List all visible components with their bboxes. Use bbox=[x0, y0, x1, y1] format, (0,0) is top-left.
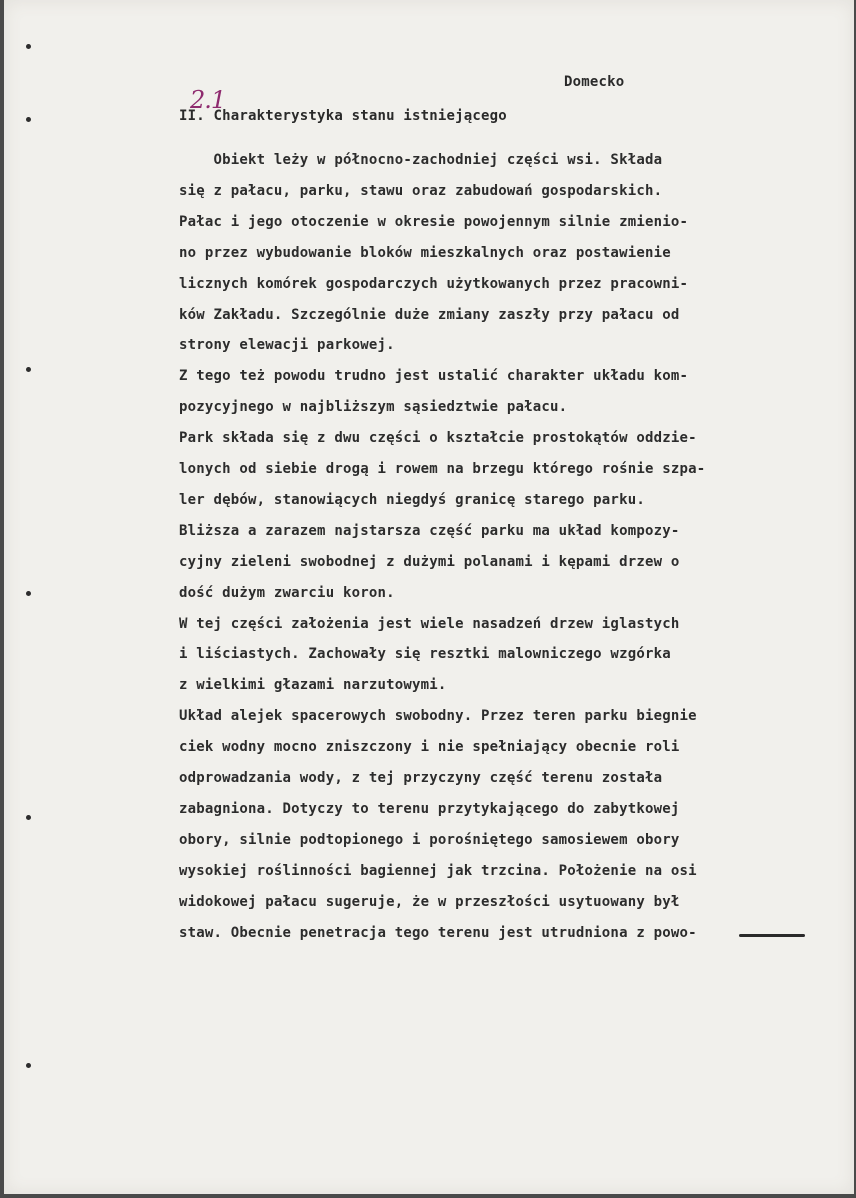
text-line: licznych komórek gospodarczych użytkowanych przez pracowni- bbox=[179, 275, 689, 292]
document-page bbox=[4, 0, 854, 1194]
text-line: się z pałacu, parku, stawu oraz zabudowań gospodarskich. bbox=[179, 182, 663, 199]
text-line: z wielkimi głazami narzutowymi. bbox=[179, 677, 447, 694]
text-line: cyjny zieleni swobodnej z dużymi polanami i kępami drzew o bbox=[179, 553, 680, 570]
punch-hole bbox=[26, 591, 31, 596]
text-line: dość dużym zwarciu koron. bbox=[179, 584, 395, 601]
text-line: Obiekt leży w północno-zachodniej części wsi. Składa bbox=[179, 152, 663, 168]
text-line: obory, silnie podtopionego i porośniętego samosiewem obory bbox=[179, 831, 680, 848]
punch-hole bbox=[26, 815, 31, 820]
text-line: Z tego też powodu trudno jest ustalić charakter układu kom- bbox=[179, 368, 689, 385]
text-line: wysokiej roślinności bagiennej jak trzcina. Położenie na osi bbox=[179, 862, 697, 879]
text-line: staw. Obecnie penetracja tego terenu jest utrudniona z powo- bbox=[179, 924, 697, 941]
punch-hole bbox=[26, 367, 31, 372]
text-line: Pałac i jego otoczenie w okresie powojennym silnie zmienio- bbox=[179, 213, 689, 230]
text-line: strony elewacji parkowej. bbox=[179, 337, 395, 354]
text-line: i liściastych. Zachowały się resztki malowniczego wzgórka bbox=[179, 646, 671, 663]
text-line: Układ alejek spacerowych swobodny. Przez teren parku biegnie bbox=[179, 708, 697, 725]
text-line: pozycyjnego w najbliższym sąsiedztwie pałacu. bbox=[179, 399, 568, 416]
text-line: zabagniona. Dotyczy to terenu przytykającego do zabytkowej bbox=[179, 800, 680, 817]
punch-hole bbox=[26, 117, 31, 122]
text-line: odprowadzania wody, z tej przyczyny część terenu została bbox=[179, 770, 663, 786]
handwritten-section-number: 2.1 bbox=[190, 86, 226, 114]
text-line: ler dębów, stanowiących niegdyś granicę starego parku. bbox=[179, 491, 645, 508]
text-line: W tej części założenia jest wiele nasadzeń drzew iglastych bbox=[179, 615, 680, 632]
text-line: lonych od siebie drogą i rowem na brzegu którego rośnie szpa- bbox=[179, 461, 706, 477]
text-line: Bliższa a zarazem najstarsza część parku ma układ kompozy- bbox=[179, 522, 680, 539]
section-heading: II. Charakterystyka stanu istniejącego bbox=[179, 108, 507, 124]
text-line: widokowej pałacu sugeruje, że w przeszłości usytuowany był bbox=[179, 893, 680, 910]
punch-hole bbox=[26, 44, 31, 49]
text-line: ciek wodny mocno zniszczony i nie spełniający obecnie roli bbox=[179, 739, 680, 756]
place-name: Domecko bbox=[564, 74, 625, 90]
text-line: no przez wybudowanie bloków mieszkalnych oraz postawienie bbox=[179, 244, 671, 261]
punch-hole bbox=[26, 1063, 31, 1068]
text-line: Park składa się z dwu części o kształcie prostokątów oddzie- bbox=[179, 430, 697, 447]
strikethrough-mark bbox=[739, 934, 805, 937]
text-line: ków Zakładu. Szczególnie duże zmiany zaszły przy pałacu od bbox=[179, 306, 680, 323]
